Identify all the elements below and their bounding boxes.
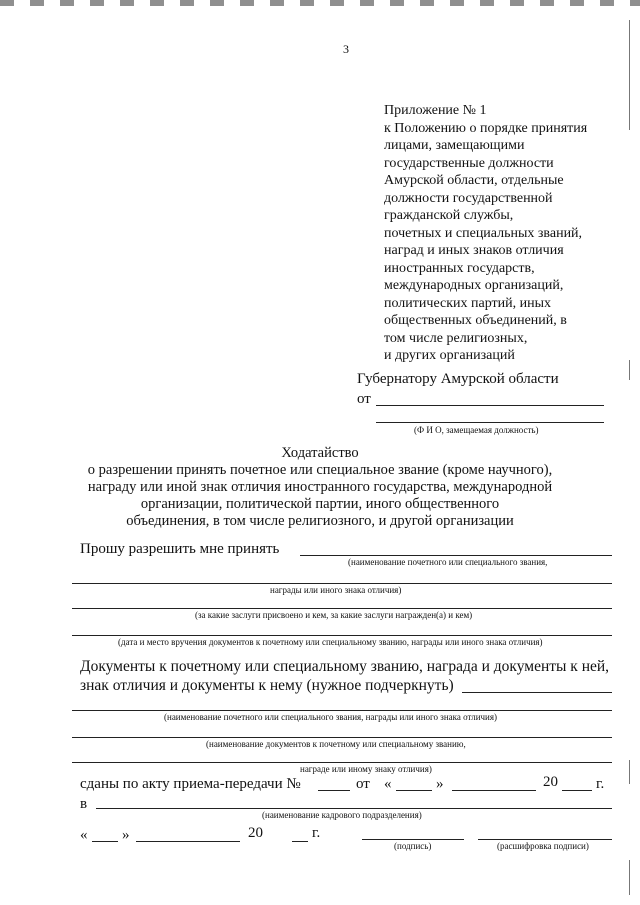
department-hint: (наименование кадрового подразделения)	[262, 810, 422, 820]
request-hint-1: (наименование почетного или специального звания,	[348, 557, 548, 567]
documents-hint-2: (наименование документов к почетному или специальному званию,	[206, 739, 466, 749]
sign-day-field[interactable]	[92, 841, 118, 842]
handover-in-label: в	[80, 796, 88, 812]
right-edge-mark	[629, 360, 630, 380]
act-number-field[interactable]	[318, 790, 350, 791]
documents-field-line[interactable]	[462, 692, 612, 693]
handover-month-field[interactable]	[452, 790, 536, 791]
sign-year-field[interactable]	[292, 841, 308, 842]
title-line: награду или иной знак отличия иностранного государства, международной	[87, 479, 553, 495]
request-hint-4: (дата и место вручения документов к почетному или специальному званию, награды или иного знака отличия)	[118, 637, 543, 647]
appendix-line: общественных объединений, в	[384, 313, 567, 328]
right-edge-mark	[629, 20, 630, 130]
appendix-line: Приложение № 1	[384, 103, 487, 118]
documents-field-line-4[interactable]	[72, 762, 612, 763]
request-hint-2: награды или иного знака отличия)	[270, 585, 402, 595]
right-edge-mark	[629, 860, 630, 895]
from-hint: (Ф И О, замещаемая должность)	[414, 425, 539, 435]
from-field-line-2[interactable]	[376, 422, 604, 423]
appendix-line: иностранных государств,	[384, 260, 535, 276]
request-hint-3: (за какие заслуги присвоено и кем, за какие заслуги награжден(а) и кем)	[195, 610, 473, 620]
documents-line-1: Документы к почетному или специальному званию, награда и документы к ней,	[80, 658, 610, 675]
document-heading: Ходатайство	[281, 445, 359, 461]
sign-quote-close: »	[122, 827, 130, 843]
handover-day-field[interactable]	[396, 790, 432, 791]
appendix-line: почетных и специальных званий,	[384, 225, 583, 241]
appendix-line: к Положению о порядке принятия	[384, 120, 588, 136]
signature-decode-field-line[interactable]	[478, 839, 612, 840]
sign-month-field[interactable]	[136, 841, 240, 842]
handover-year-field[interactable]	[562, 790, 592, 791]
addressee-governor: Губернатору Амурской области	[357, 371, 559, 387]
top-edge-dashes	[0, 0, 640, 6]
from-field-line[interactable]	[376, 405, 604, 406]
handover-year-prefix: 20	[543, 774, 558, 790]
sign-year-suffix: г.	[312, 825, 321, 841]
handover-from-label: от	[356, 776, 370, 792]
merits-field-line[interactable]	[72, 608, 612, 609]
signature-field-line[interactable]	[362, 839, 464, 840]
document-title	[60, 462, 580, 530]
appendix-block	[384, 102, 587, 365]
documents-field-line-2[interactable]	[72, 710, 612, 711]
request-label: Прошу разрешить мне принять	[80, 541, 280, 557]
from-label: от	[357, 391, 371, 407]
documents-line-2: знак отличия и документы к нему (нужное подчеркнуть)	[80, 677, 454, 694]
handover-year-suffix: г.	[596, 776, 605, 792]
appendix-line: гражданской службы,	[384, 208, 514, 223]
department-field-line[interactable]	[96, 808, 612, 809]
signature-decode-hint: (расшифровка подписи)	[497, 841, 589, 851]
appendix-line: Амурской области, отдельные	[384, 173, 564, 188]
delivery-field-line[interactable]	[72, 635, 612, 636]
appendix-line: том числе религиозных,	[384, 330, 528, 346]
appendix-line: международных организаций,	[384, 278, 564, 293]
request-field-line[interactable]	[300, 555, 612, 556]
handover-quote-close: »	[436, 776, 444, 792]
signature-hint: (подпись)	[394, 841, 432, 851]
sign-quote-open: «	[80, 827, 88, 843]
request-field-line-2[interactable]	[72, 583, 612, 584]
handover-label: сданы по акту приема-передачи №	[80, 776, 301, 792]
title-line: о разрешении принять почетное или специальное звание (кроме научного),	[87, 462, 553, 478]
appendix-line: политических партий, иных	[384, 295, 552, 311]
appendix-line: государственные должности	[384, 155, 554, 171]
handover-quote-open: «	[384, 776, 392, 792]
sign-year-prefix: 20	[248, 825, 263, 841]
documents-hint-3: награде или иному знаку отличия)	[300, 764, 432, 774]
right-edge-mark	[629, 760, 630, 784]
documents-field-line-3[interactable]	[72, 737, 612, 738]
appendix-line: наград и иных знаков отличия	[384, 243, 564, 258]
page-number: 3	[343, 42, 349, 56]
appendix-line: лицами, замещающими	[384, 138, 525, 153]
title-line: организации, политической партии, иного общественного	[140, 496, 500, 512]
appendix-line: должности государственной	[384, 190, 553, 206]
documents-hint-1: (наименование почетного или специального звания, награды или иного знака отличия)	[164, 712, 497, 722]
title-line: объединения, в том числе религиозного, и другой организации	[126, 513, 514, 529]
appendix-line: и других организаций	[384, 348, 515, 363]
